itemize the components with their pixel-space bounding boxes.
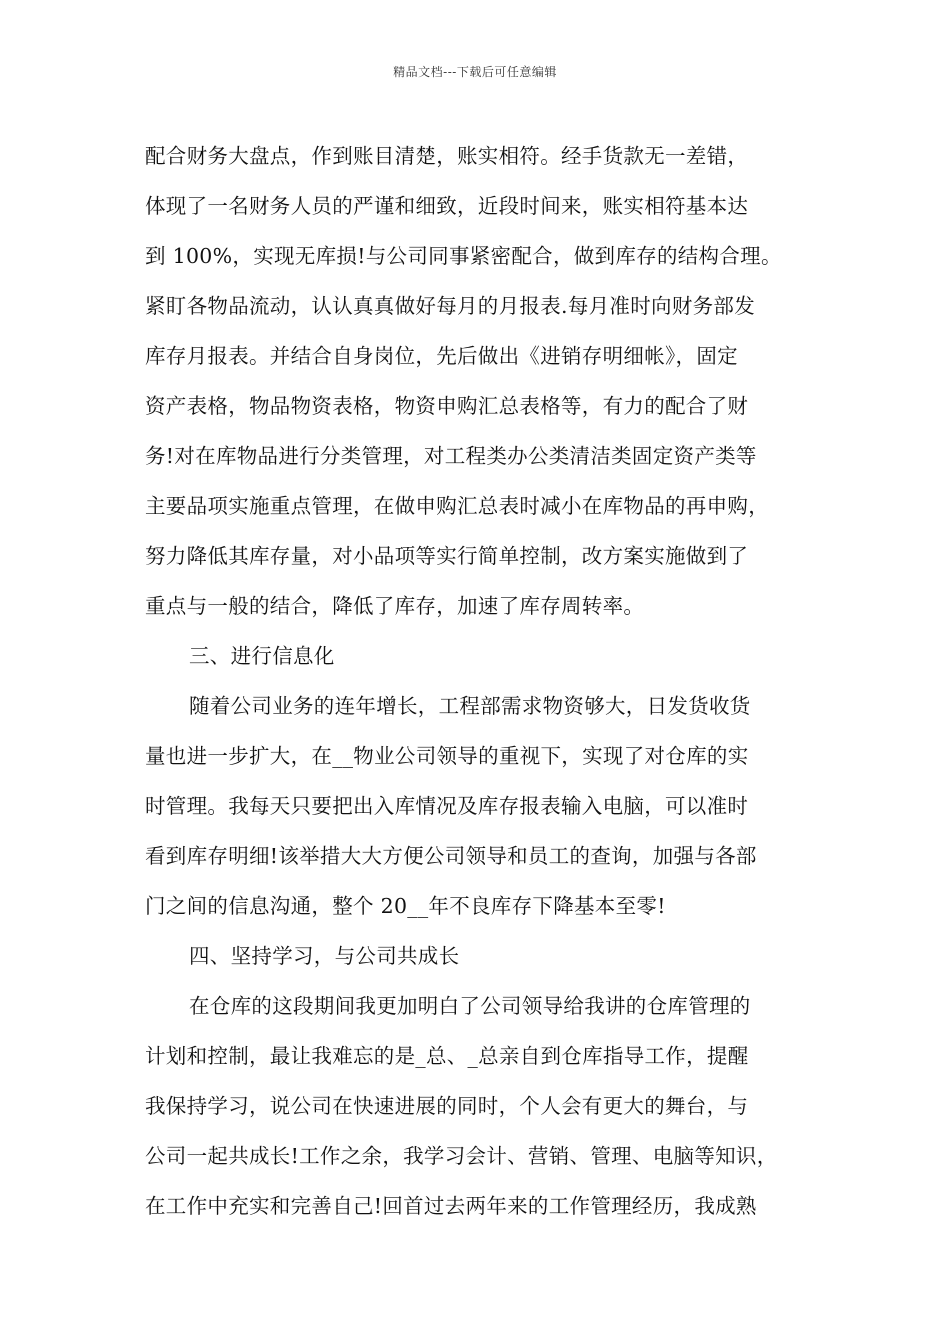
body-line: 资产表格，物品物资表格，物资申购汇总表格等，有力的配合了财 [145, 394, 749, 418]
body-line: 量也进一步扩大，在__物业公司领导的重视下，实现了对仓库的实 [145, 744, 749, 768]
body-line: 配合财务大盘点，作到账目清楚，账实相符。经手货款无一差错， [145, 144, 749, 168]
body-line: 努力降低其库存量，对小品项等实行简单控制，改方案实施做到了 [145, 544, 749, 568]
page-header: 精品文档---下载后可任意编辑 [393, 65, 557, 79]
body-line: 务!对在库物品进行分类管理，对工程类办公类清洁类固定资产类等 [145, 444, 757, 468]
body-line: 时管理。我每天只要把出入库情况及库存报表输入电脑，可以准时 [145, 794, 749, 818]
body-line: 看到库存明细!该举措大大方便公司领导和员工的查询，加强与各部 [145, 844, 757, 868]
body-line: 我保持学习，说公司在快速进展的同时，个人会有更大的舞台，与 [145, 1094, 749, 1118]
section-heading: 三、进行信息化 [189, 644, 335, 668]
body-line: 公司一起共成长!工作之余，我学习会计、营销、管理、电脑等知识， [145, 1144, 778, 1168]
section-heading: 四、坚持学习，与公司共成长 [189, 944, 460, 968]
body-line: 计划和控制，最让我难忘的是_总、_总亲自到仓库指导工作，提醒 [145, 1044, 749, 1068]
paragraph-first-line: 在仓库的这段期间我更加明白了公司领导给我讲的仓库管理的 [189, 994, 751, 1018]
body-line: 紧盯各物品流动，认认真真做好每月的月报表.每月准时向财务部发 [145, 294, 756, 318]
body-line: 重点与一般的结合，降低了库存，加速了库存周转率。 [145, 594, 645, 618]
body-line: 库存月报表。并结合自身岗位，先后做出《进销存明细帐》，固定 [145, 344, 738, 368]
body-line: 主要品项实施重点管理，在做申购汇总表时减小在库物品的再申购， [145, 494, 769, 518]
body-line: 体现了一名财务人员的严谨和细致，近段时间来，账实相符基本达 [145, 194, 749, 218]
body-line: 门之间的信息沟通，整个 20__年不良库存下降基本至零! [145, 894, 666, 918]
body-line: 到 100%，实现无库损!与公司同事紧密配合，做到库存的结构合理。 [145, 244, 782, 268]
document-body [145, 131, 835, 1231]
paragraph-first-line: 随着公司业务的连年增长，工程部需求物资够大，日发货收货 [189, 694, 751, 718]
body-line: 在工作中充实和完善自己!回首过去两年来的工作管理经历，我成熟 [145, 1194, 757, 1218]
